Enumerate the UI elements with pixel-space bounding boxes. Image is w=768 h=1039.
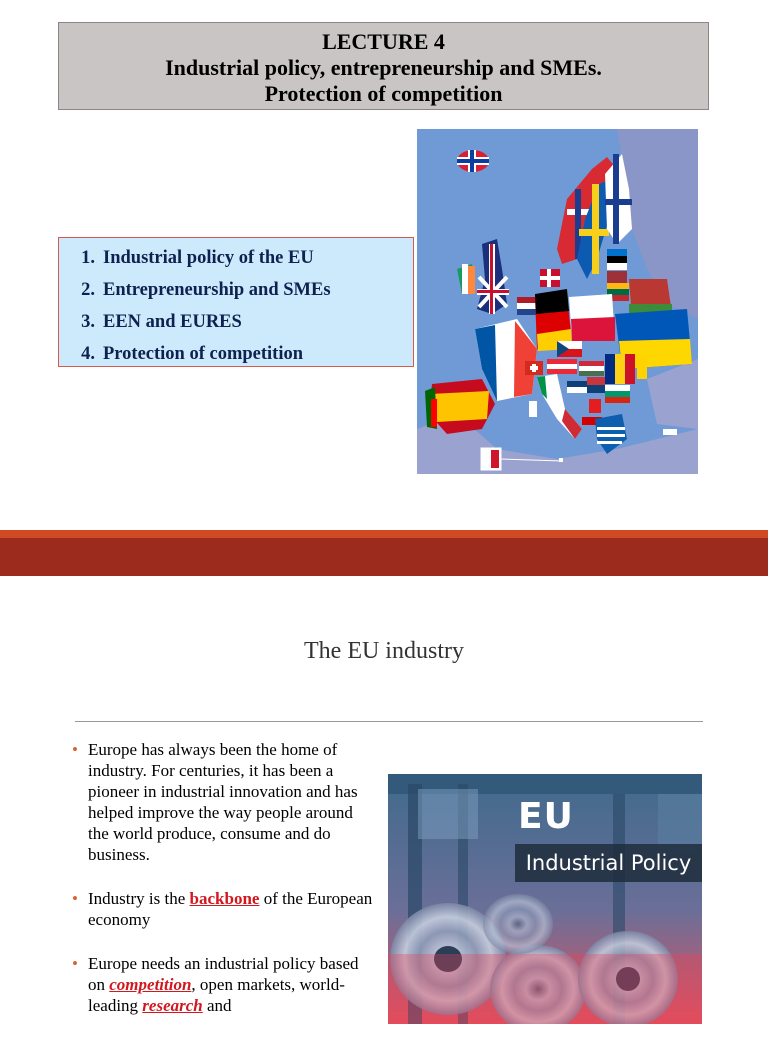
bullet-text: , open markets, world-leading: [88, 975, 345, 1015]
slide-divider-accent: [0, 530, 768, 538]
topic-label: Industrial policy of the EU: [103, 247, 314, 268]
lecture-title-line: Protection of competition: [264, 81, 503, 106]
eu-industrial-policy-image: [388, 774, 702, 1024]
slide-eu-industry: [0, 576, 768, 1024]
industrial-policy-banner: Industrial Policy: [515, 844, 702, 882]
eu-logo-text: EU: [518, 796, 574, 837]
europe-flag-map-image: [417, 129, 698, 474]
slide-divider-band: [0, 538, 768, 576]
topic-number: 1.: [81, 247, 95, 268]
bullet-text: of the European economy: [88, 889, 373, 929]
highlight-backbone: backbone: [189, 889, 260, 908]
topic-label: EEN and EURES: [103, 311, 242, 332]
lecture-title-line: Industrial policy, entrepreneurship and SMEs.: [165, 55, 602, 80]
bullet-item: [72, 888, 377, 930]
topic-item: [59, 338, 413, 370]
topic-number: 3.: [81, 311, 95, 332]
topic-label: Entrepreneurship and SMEs: [103, 279, 331, 300]
bullet-text: Industry is the: [88, 889, 190, 908]
topic-label: Protection of competition: [103, 343, 304, 364]
highlight-research: research: [142, 996, 203, 1015]
topic-item: [59, 242, 413, 274]
topic-number: 4.: [81, 343, 95, 364]
bullet-text: Europe needs an industrial policy based on: [88, 954, 359, 994]
lecture-title-box: [58, 22, 709, 110]
topic-item: [59, 274, 413, 306]
lecture-number: LECTURE 4: [322, 29, 445, 54]
bullet-text: and: [202, 996, 232, 1015]
bullet-text: Europe has always been the home of industry. For centuries, it has been a pioneer in industrial innovation and has helped improve the way people around the world produce, consume and do business.: [88, 740, 358, 864]
topics-list: [58, 237, 414, 367]
bullet-list: [72, 739, 377, 1039]
topic-item: [59, 306, 413, 338]
title-divider-line: [75, 721, 703, 722]
slide-title: The EU industry: [304, 638, 464, 664]
topic-number: 2.: [81, 279, 95, 300]
bullet-item: [72, 953, 377, 1016]
highlight-competition: competition: [109, 975, 192, 994]
iceland-flag-shape: [457, 150, 489, 172]
bullet-item: [72, 739, 377, 865]
